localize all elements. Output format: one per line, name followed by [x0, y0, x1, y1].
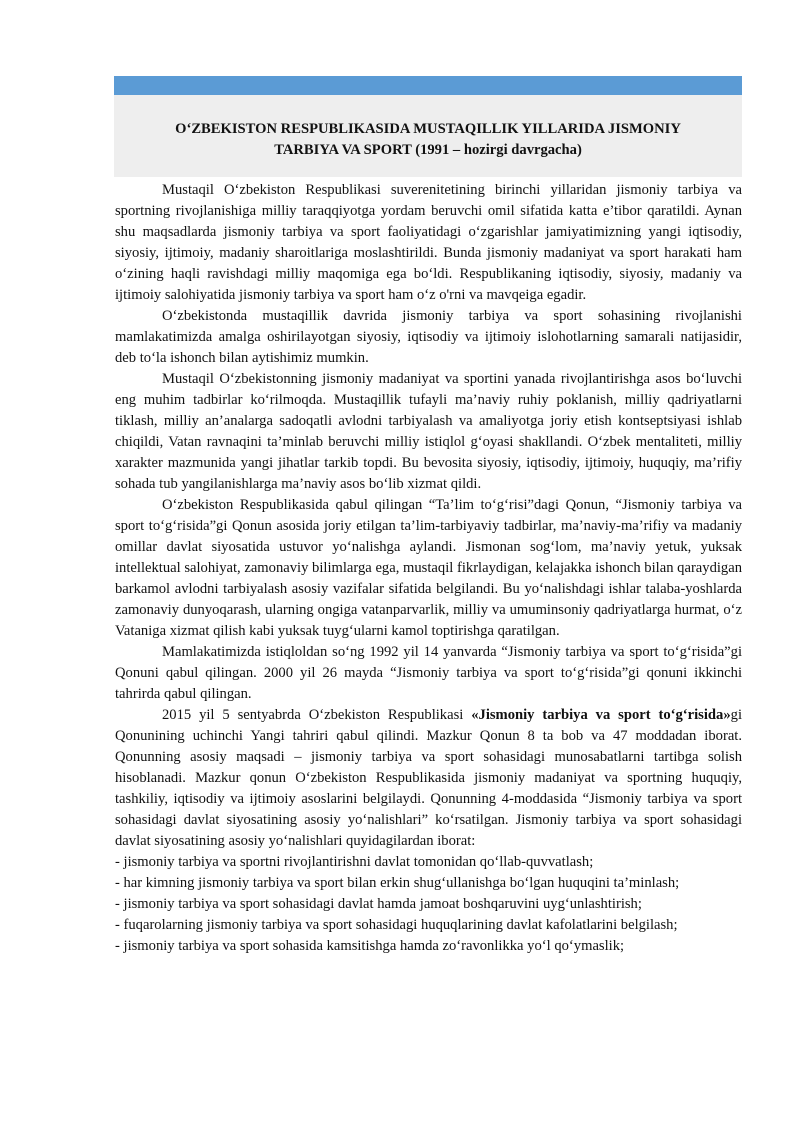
title-line-2: TARBIYA VA SPORT (1991 – hozirgi davrgacha)	[274, 142, 582, 158]
paragraph-4: O‘zbekiston Respublikasida qabul qilingan “Ta’lim to‘g‘risi”dagi Qonun, “Jismoniy tarbiya va sport to‘g‘risida”gi Qonun asosida joriy etilgan ta’lim-tarbiyaviy tadbirlar, ma’naviy-ma’rifiy va madaniy omillar davlat siyosatida ustuvor yo‘nalishga aylandi. Jismonan sog‘lom, ma’naviy yetuk, yuksak intellektual salohiyat, zamonaviy bilimlarga ega, mustaqil fikrlaydigan, kelajakka ishonch bilan qaraydigan barkamol avlodni tarbiyalash asosiy vazifalar sifatida belgilandi. Bu yo‘nalishdagi ishlar talaba-yoshlarda zamonaviy dunyoqarash, ularning ongiga vatanparvarlik, milliy va umuminsoniy qadriyatlarga hurmat, o‘z Vataniga xizmat qilish kabi yuksak tuyg‘ularni kamol toptirishga qaratilgan.	[115, 497, 742, 639]
paragraph-1: Mustaqil O‘zbekiston Respublikasi suverenitetining birinchi yillaridan jismoniy tarbiya va sportning rivojlanishiga milliy taraqqiyotga yordam beruvchi omil sifatida katta e’tibor qaratildi. Aynan shu maqsadlarda jismoniy tarbiya va sport faoliyatidagi o‘zgarishlar jamiyatimizning yangi iqtisodiy, siyosiy, ijtimoiy, madaniy sharoitlariga moslashtirildi. Bunda jismoniy madaniyat va sport harakati ham o‘zining haqli ravishdagi milliy maqomiga ega bo‘ldi. Respublikaning iqtisodiy, siyosiy, madaniy va ijtimoiy salohiyatida jismoniy tarbiya va sport ham o‘z o'rni va mavqeiga egadir.	[115, 182, 742, 303]
header-accent-bar	[114, 76, 742, 95]
paragraph-3: Mustaqil O‘zbekistonning jismoniy madaniyat va sportini yanada rivojlantirishga asos bo‘luvchi eng muhim tadbirlar ko‘rilmoqda. Mustaqillik tufayli ma’naviy ruhiy poklanish, milliy qadriyatlarni tiklash, milliy an’analarga sadoqatli avlodni tarbiyalash va amaliyotga joriy etish kontseptsiyasi ishlab chiqildi, Vatan ravnaqini ta’minlab beruvchi milliy istiqlol g‘oyasi shakllandi. O‘zbek mentaliteti, milliy xarakter mazmunida yangi jihatlar tarkib topdi. Bu bevosita siyosiy, iqtisodiy, ijtimoiy, huquqiy, ma’rifiy sohada tub yangilanishlarga ma’naviy asos bo‘lib xizmat qildi.	[115, 371, 742, 492]
title-line-1: O‘ZBEKISTON RESPUBLIKASIDA MUSTAQILLIK YILLARIDA JISMONIY	[175, 121, 681, 137]
list-item: - jismoniy tarbiya va sport sohasidagi davlat hamda jamoat boshqaruvini uyg‘unlashtirish;	[115, 896, 642, 912]
document-body	[115, 180, 742, 957]
paragraph-5: Mamlakatimizda istiqloldan so‘ng 1992 yil 14 yanvarda “Jismoniy tarbiya va sport to‘g‘risida”gi Qonuni qabul qilingan. 2000 yil 26 mayda “Jismoniy tarbiya va sport to‘g‘risida”gi qonuni ikkinchi tahrirda qabul qilingan.	[115, 644, 742, 702]
list-item: - har kimning jismoniy tarbiya va sport bilan erkin shug‘ullanishga bo‘lgan huquqini ta’minlash;	[115, 875, 680, 891]
paragraph-6-text-start: 2015 yil 5 sentyabrda O‘zbekiston Respublikasi	[162, 707, 472, 723]
paragraph-6-text-rest: gi Qonunining uchinchi Yangi tahriri qabul qilindi. Mazkur Qonun 8 ta bob va 47 moddadan iborat. Qonunning asosiy maqsadi – jismoniy tarbiya va sport sohasidagi munosabatlarni tartibga solish hisoblanadi. Mazkur qonun O‘zbekiston Respublikasida jismoniy madaniyat va sportning huquqiy, tashkiliy, iqtisodiy va ijtimoiy asoslarini belgilaydi. Qonunning 4-moddasida “Jismoniy tarbiya va sport sohasidagi davlat siyosatining asosiy yo‘nalishlari” ko‘rsatilgan. Jismoniy tarbiya va sport sohasidagi davlat siyosatining asosiy yo‘nalishlari quyidagilardan iborat:	[115, 707, 742, 849]
list-item: - fuqarolarning jismoniy tarbiya va sport sohasidagi huquqlarining davlat kafolatlarini belgilash;	[115, 917, 678, 933]
law-title-bold: «Jismoniy tarbiya va sport to‘g‘risida»	[471, 707, 731, 723]
paragraph-6	[115, 705, 742, 852]
paragraph-2: O‘zbekistonda mustaqillik davrida jismoniy tarbiya va sport sohasining rivojlanishi mamlakatimizda amalga oshirilayotgan siyosiy, iqtisodiy va ijtimoiy islohotlarning samarali natijasidir, deb to‘la ishonch bilan aytishimiz mumkin.	[115, 308, 742, 366]
title-block	[114, 95, 742, 177]
list-item: - jismoniy tarbiya va sport sohasida kamsitishga hamda zo‘ravonlikka yo‘l qo‘ymaslik;	[115, 938, 625, 954]
list-item: - jismoniy tarbiya va sportni rivojlantirishni davlat tomonidan qo‘llab-quvvatlash;	[115, 854, 594, 870]
